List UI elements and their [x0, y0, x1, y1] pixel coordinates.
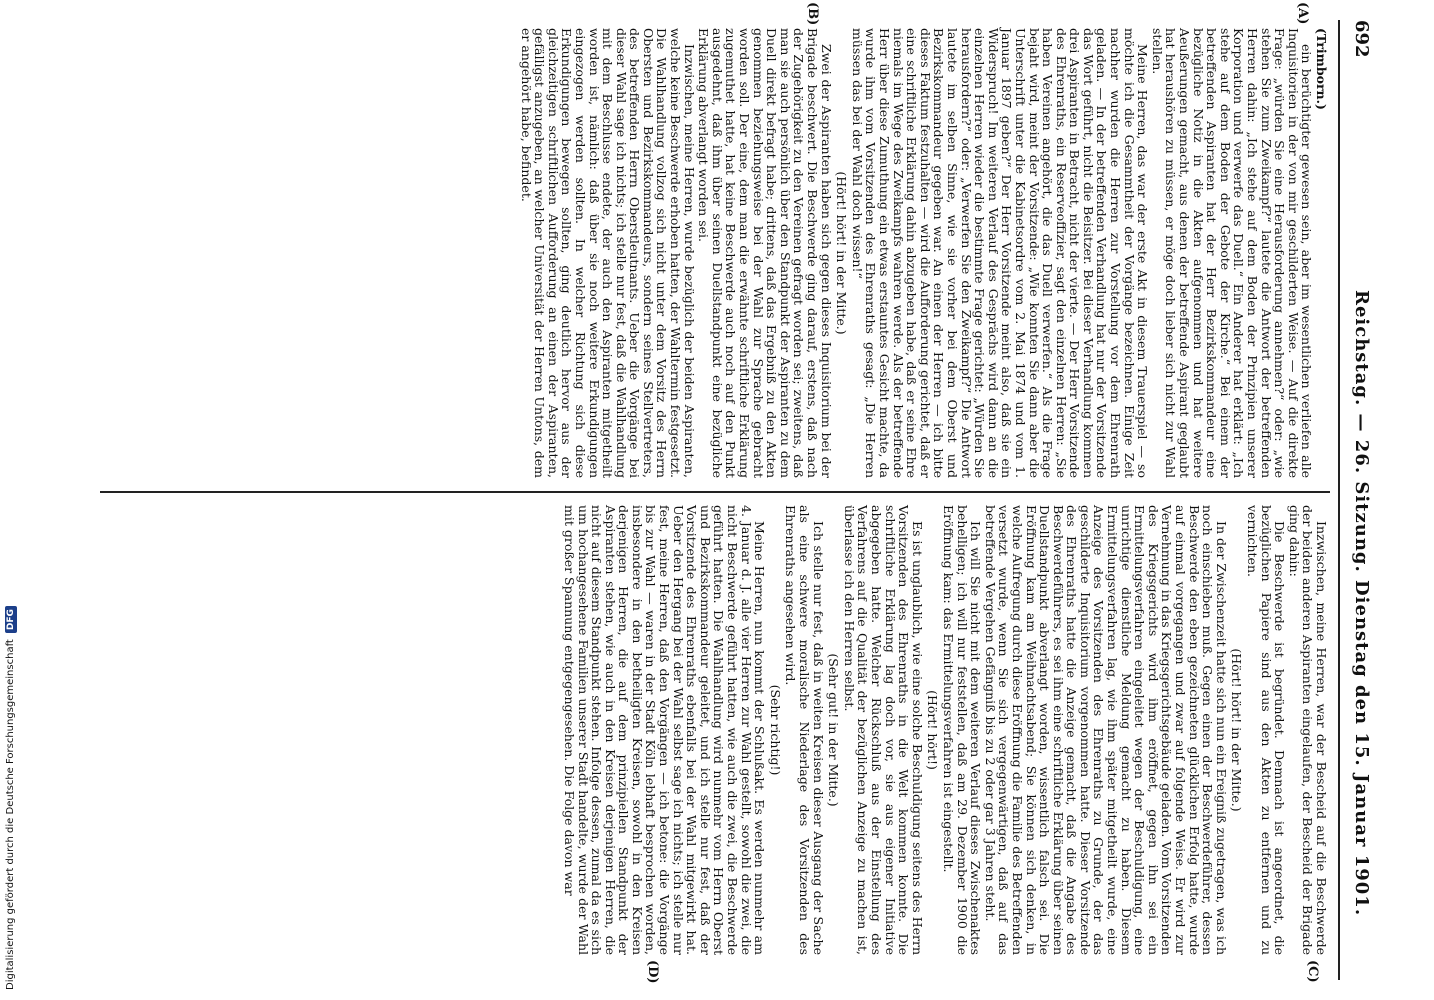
- paragraph: Meine Herren, nun kommt der Schlußakt. Es werden nunmehr am 4. Januar d. J. alle vier Herren zur Wahl gestellt, sowohl die zwei, die nicht Beschwerde geführt hatten, wie auch die zwei, die Beschwerde geführt hatten. Die Wahlhandlung wird nunmehr vom Herrn Oberst und Bezirkskommandeur geleitet, und ich stelle nur fest, daß der Vorsitzende des Ehrenraths ebenfalls bei der Wahl mitgewirkt hat. Ueber den Hergang bei der Wahl selbst sage ich nichts; ich stelle nur fest, meine Herren, daß den Vorgängen — ich betone: die Vorgänge bis zur Wahl — waren in der Stadt Köln lebhaft besprochen worden, insbesondere in den betheiligten Kreisen, sowohl in den Kreisen derjenigen Herren, die auf dem prinzipiellen Standpunkt der Aspiranten stehen, wie auch in den Kreisen derjenigen Herren, die nicht auf diesem Standpunkt stehen. Infolge dessen, zumal da es sich um hochangesehene Familien unserer Stadt handelte, wurde der Wahl mit großer Spannung entgegengesehen. Die Folge davon war: [561, 505, 768, 955]
- credit-text: Digitalisierung gefördert durch die Deutsche Forschungsgemeinschaft: [5, 639, 16, 990]
- paragraph: Inzwischen, meine Herren, war der Bescheid auf die Beschwerde der beiden anderen Aspiranten eingelaufen, der Bescheid der Brigade ging dahin:: [1286, 505, 1329, 955]
- page-header: [1342, 20, 1372, 980]
- interjection: (Hört! hört!): [925, 690, 941, 770]
- paragraph: Meine Herren, das war der erste Akt in diesem Trauerspiel — so möchte ich die Gesammtheit der Vorgänge bezeichnen. Einige Zeit nachher wurden die Herren zur Vorstellung vor dem Ehrenrath geladen. — In der betreffenden Verhandlung hat nur der Vorsitzende das Wort geführt, nicht die Beisitzer. Bei dieser Verhandlung kommen drei Aspiranten in Betracht, nicht der vierte. — Der Herr Vorsitzende des Ehrenraths, ein Reserveoffizier, sagt den einzelnen Herren: „Sie haben Vereinen angehört, die das Duell verwerfen.“ Als die Frage bejaht wird, meint der Vorsitzende: „Wie konnten Sie dann aber die Unterschrift unter die Kabinetsordre vom 2. Mai 1874 und vom 1. Januar 1897 geben?“ Der Herr Vorsitzende meint also, daß sie ein Widerspruch! Im weiteren Verlauf des Gesprächs wird dann an die einzelnen Herren wieder die bestimmte Frage gerichtet: „Würden Sie herausfordern?“ oder: „Verwerfen Sie den Zweikampf?“ Die Antwort lautete im selben Sinne, wie sie vorher bei dem Oberst und Bezirkskommandeur gegeben war. An einen der Herren — ich bitte dieses Faktum festzuhalten — wird die Aufforderung gerichtet, daß er eine schriftliche Erklärung dahin abzugeben habe, daß er seine Ehre niemals im Wege des Zweikampfs wahren werde. Als der betreffende Herr über diese Zumuthung ein etwas erstauntes Gesicht machte, da wurde ihm vom Vorsitzenden des Ehrenraths gesagt: „Die Herren müssen das bei der Wahl doch wissen!“: [849, 28, 1151, 478]
- dfg-logo: DFG: [5, 606, 17, 633]
- paragraph: Die Beschwerde ist begründet. Demnach ist angeordnet, die bezüglichen Papiere sind aus den Akten zu entfernen und zu vernichten.: [1245, 505, 1288, 955]
- column-divider: [100, 491, 1330, 493]
- margin-marker-d: (D): [645, 960, 660, 984]
- interjection: (Hört! hört! in der Mitte.): [834, 171, 850, 335]
- page-title: Reichstag. — 26. Sitzung. Dienstag den 15. Januar 1901.: [1351, 290, 1372, 917]
- left-column: [518, 28, 1328, 478]
- page-number: 692: [1351, 20, 1372, 58]
- interjection: (Sehr gut! in der Mitte.): [826, 653, 842, 807]
- header-rule: [1338, 20, 1340, 980]
- rotated-content: [90, 0, 1380, 1000]
- paragraph: Zwei der Aspiranten haben sich gegen dieses Inquisitorium bei der Brigade beschwert. Die Beschwerde ging darauf, erstens, daß nach der Zugehörigkeit zu den Vereinen gefragt worden sei; zweitens, daß man sie auch persönlich über den Standpunkt der Aspiranten zu dem Duell direkt befragt habe; drittens, daß das Ergebniß zu den Akten genommen beziehungsweise bei der Wahl zur Sprache gebracht worden soll. Der eine, dem man die erwähnte schriftliche Erklärung zugemuthet hatte, hat keine Beschwerde auch noch auf den Punkt ausgedehnt, daß ihm über seinen Duellstandpunkt eine bezügliche Erklärung abverlangt worden sei.: [696, 28, 834, 478]
- paragraph: Inzwischen, meine Herren, wurde bezüglich der beiden Aspiranten, welche keine Beschwerde erhoben hatten, der Wahltermin festgesetzt. Die Wahlhandlung vollzog sich nicht unter dem Vorsitz des Herrn Obersten und Bezirkskommandeurs, sondern seines Stellvertreters, des betreffenden Herrn Oberstleutnants. Ueber die Vorgänge bei dieser Wahl sage ich nichts; ich stelle nur fest, daß die Wahlhandlung mit dem Beschlusse endete, der auch den Aspiranten mitgetheilt worden ist, nämlich: daß über sie noch weitere Erkundigungen eingezogen werden sollten. In welcher Richtung sich diese Erkundigungen bewegen sollten, ging deutlich hervor aus der gleichzeitigen schriftlichen Aufforderung an einen der Aspiranten, gefälligst anzugeben, an welcher Universität der Herren Untons, dem er angehört habe, befindet.: [518, 28, 697, 478]
- interjection: (Hört! hört! in der Mitte.): [1229, 648, 1245, 812]
- paragraph: Es ist unglaublich, wie eine solche Beschuldigung seitens des Herrn Vorsitzenden des Ehrenraths in die Welt kommen konnte. Die schriftliche Erklärung lag doch vor, sie aus eigener Initiative abgegeben hatte. Welcher Rückschluß aus der Einstellung des Verfahrens auf die Qualität der bezüglichen Anzeige zu machen ist, überlasse ich den Herren selbst.: [841, 505, 925, 955]
- paragraph: Ich will Sie nicht mit dem weiteren Verlauf dieses Zwischenaktes behelligen; ich will nur feststellen, daß am 29. Dezember 1900 die Eröffnung kam: das Ermittelungsverfahren ist eingestellt.: [940, 505, 984, 955]
- right-column: [561, 505, 1328, 955]
- interjection: (Sehr richtig!): [767, 684, 783, 776]
- margin-marker-b: (B): [805, 2, 820, 26]
- paragraph: Ich stelle nur fest, daß in weiten Kreisen dieser Ausgang der Sache als eine schwere moralische Niederlage des Vorsitzenden des Ehrenraths angesehen wird.: [783, 505, 826, 955]
- paragraph: In der Zwischenzeit hatte sich nun ein Ereigniß zugetragen, was ich noch einschieben muß. Gegen einen der Beschwerdeführer, dessen Beschwerde den eben gezeichneten glücklichen Erfolg hatte, wurde auf einmal vorgegangen und zwar auf folgende Weise. Er wird zur Vernehmung in das Kriegsgerichtsgebäude geladen. Vom Vorsitzenden des Kriegsgerichts wird ihm eröffnet, gegen ihn sei ein Ermittelungsverfahren eingeleitet wegen der Beschuldigung, eine unrichtige dienstliche Meldung gemacht zu haben. Diesem Ermittelungsverfahren lag, wie ihm später mitgetheilt wurde, eine Anzeige des Vorsitzenden des Ehrenraths zu Grunde, der das geschilderte Inquisitorium vorgenommen hatte. Dieser Vorsitzende des Ehrenraths hatte die Anzeige gemacht, daß die Angabe des Beschwerdeführers, es sei ihm eine schriftliche Erklärung über seinen Duellstandpunkt abverlangt worden, wissentlich falsch sei. Die Eröffnung kam am Weihnachtsabend; Sie können sich denken, in welche Aufregung durch diese Eröffnung die Familie des Betreffenden versetzt wurde, wenn Sie sich vergegenwärtigen, daß auf das betreffende Vergehen Gefängniß bis zu 2 oder gar 3 Jahren steht.: [982, 505, 1229, 955]
- margin-marker-c: (C): [1305, 960, 1320, 983]
- speaker-name: (Trimborn.): [1314, 28, 1329, 110]
- digitization-credit: [2, 10, 20, 990]
- paragraph: ein berüchtigter gewesen sein, aber im wesentlichen verliefen alle Inquisitorien in der von mir geschilderten Weise. — Auf die direkte Frage: „würden Sie eine Herausforderung annehmen?“ oder: „wie stehen Sie zum Zweikampf?“ lautete die Antwort der betreffenden Herren dahin: „Ich stehe auf dem Boden der Prinzipien unserer Korporation und verwerfe das Duell.“ Ein Anderer hat erklärt: „Ich stehe auf dem Boden der Gebote der Kirche.“ Bei einem der betreffenden Aspiranten hat der Herr Bezirkskommandeur eine bezügliche Notiz in die Akten aufgenommen und hat weitere Aeußerungen gemacht, aus denen der betreffende Aspirant geglaubt hat heraushören zu müssen, er möge doch lieber sich nicht zur Wahl stellen.: [1149, 28, 1315, 478]
- margin-marker-a: (A): [1295, 2, 1310, 25]
